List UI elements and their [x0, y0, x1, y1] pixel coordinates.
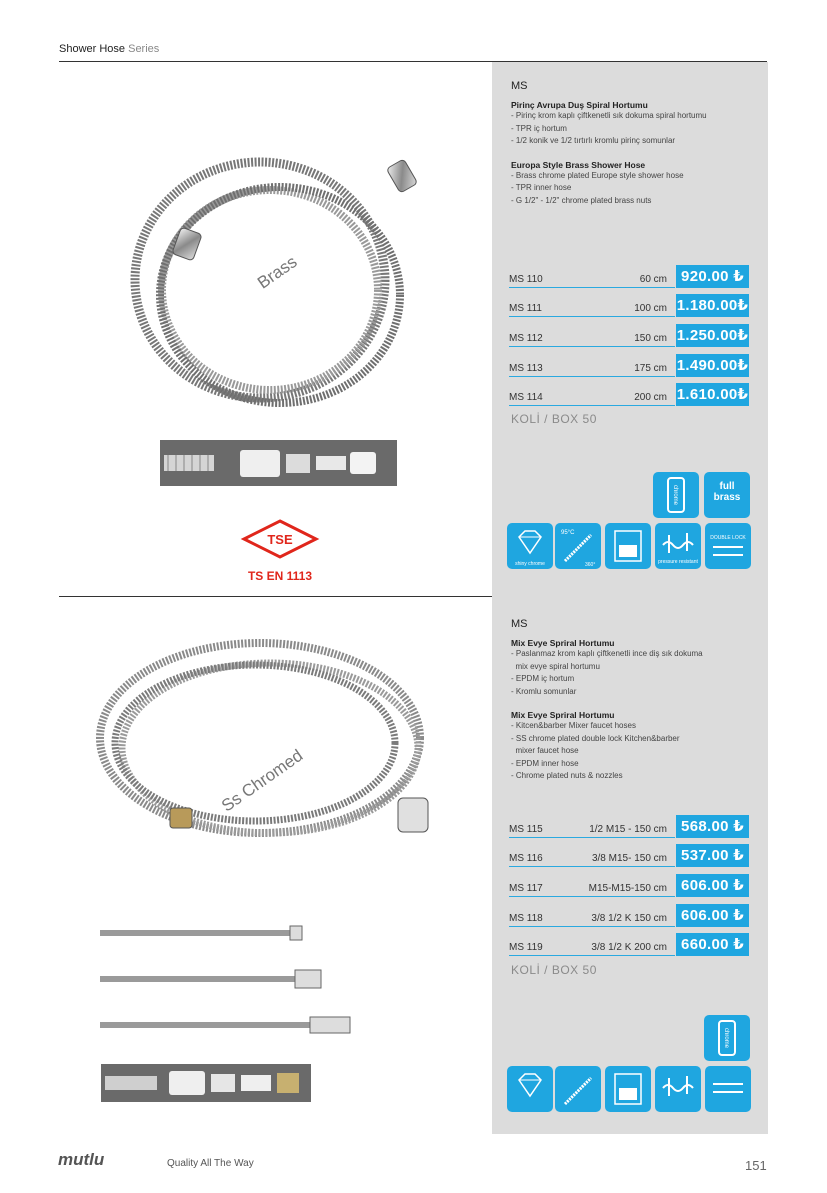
section1-en-line: - TPR inner hose [511, 183, 572, 192]
product-price: 1.250.00₺ [676, 324, 749, 347]
product-code: MS 118 [509, 912, 543, 924]
product-size: M15-M15-150 cm [588, 883, 667, 895]
full-brass-text: full brass [713, 481, 741, 503]
product-code: MS 119 [509, 942, 543, 954]
product-size: 1/2 M15 - 150 cm [589, 823, 667, 835]
product-price: 1.180.00₺ [676, 294, 749, 317]
footer-tagline: Quality All The Way [167, 1158, 254, 1169]
chrome-badge-2 [704, 1015, 750, 1061]
svg-text:TSE: TSE [267, 532, 293, 547]
product-code: MS 111 [509, 303, 542, 315]
sleeve-icon [605, 523, 651, 569]
chrome-badge-text: chrome [672, 484, 678, 506]
spin-text: 360° [585, 562, 596, 568]
table-row [509, 258, 749, 288]
section1-en-line: - Brass chrome plated Europe style shower hose [511, 170, 684, 180]
chrome-icon [704, 1015, 750, 1061]
diamond-icon [507, 1066, 553, 1104]
section2-tr-line: - Kromlu somunlar [511, 686, 577, 696]
product-size: 3/8 1/2 K 150 cm [591, 912, 667, 924]
shiny-chrome-badge-2 [507, 1066, 553, 1112]
header-title-light: Series [125, 43, 160, 55]
table-row [509, 867, 749, 897]
section2-description [511, 618, 761, 783]
product-code: MS 112 [509, 333, 543, 345]
temperature-text: 95°C [561, 530, 575, 536]
product-size: 60 cm [639, 273, 667, 285]
product-code: MS 116 [509, 853, 543, 865]
page-header [59, 43, 159, 55]
chrome-badge-2-text: chrome [723, 1027, 729, 1049]
product-code: MS 113 [509, 362, 543, 374]
section2-price-table [509, 808, 749, 956]
product-price: 606.00 ₺ [676, 874, 749, 897]
tse-logo-icon [236, 517, 324, 561]
section1-tr-line: - Pirinç krom kaplı çiftkenetli sık dokuma spiral hortumu [511, 111, 707, 120]
chrome-badge [653, 472, 699, 518]
spiral-angle-icon [555, 1066, 601, 1112]
temperature-badge [555, 523, 601, 569]
product-size: 3/8 M15- 150 cm [591, 853, 667, 865]
hose-variant-photo [100, 918, 358, 1043]
section1-description [511, 80, 761, 207]
section2-tr-line: - EPDM iç hortum [511, 674, 575, 683]
section2-code: MS [511, 618, 528, 630]
spiral-angle-icon [555, 523, 601, 569]
product-price: 920.00 ₺ [676, 265, 749, 288]
header-title-bold: Shower Hose [59, 43, 126, 55]
table-row [509, 927, 749, 957]
diamond-icon [507, 523, 553, 561]
section1-price-table [509, 258, 749, 406]
product-price: 568.00 ₺ [676, 815, 749, 838]
shiny-chrome-badge [507, 523, 553, 569]
table-row [509, 897, 749, 927]
product-code: MS 115 [509, 823, 543, 835]
section2-en-line: - Kitcen&barber Mixer faucet hoses [511, 721, 636, 730]
sleeve-icon [605, 1066, 651, 1112]
product-size: 100 cm [634, 303, 667, 315]
section1-en-line: - G 1/2" - 1/2" chrome plated brass nuts [511, 195, 652, 205]
product-code: MS 117 [509, 883, 543, 895]
chromed-parts-photo [101, 1064, 311, 1102]
brass-parts-photo [160, 440, 397, 486]
full-brass-badge [704, 472, 750, 518]
pressure-badge-2 [655, 1066, 701, 1112]
double-lock-badge [705, 523, 751, 569]
section2-en-line: - EPDM inner hose [511, 758, 579, 768]
double-lock-text: DOUBLE LOCK [710, 535, 746, 541]
pressure-arrows-icon [655, 1066, 701, 1102]
section1-en-title: Europa Style Brass Shower Hose [511, 159, 646, 170]
tse-standard: TS EN 1113 [247, 569, 313, 583]
temperature-badge-2 [555, 1066, 601, 1112]
section2-tr-line: - Paslanmaz krom kaplı çiftkenetli ince diş sık dokuma [511, 649, 703, 658]
section2-en-line: - SS chrome plated double lock Kitchen&barber [511, 733, 680, 743]
product-price: 660.00 ₺ [676, 933, 749, 956]
table-row [509, 317, 749, 347]
table-row [509, 838, 749, 868]
brand-logo: mutlu [58, 1150, 105, 1169]
double-lock-icon [705, 541, 751, 563]
section1-tr-line: - 1/2 konik ve 1/2 tırtırlı kromlu pirinç somunlar [511, 136, 676, 145]
pressure-badge [655, 523, 701, 569]
table-row [509, 347, 749, 377]
section2-en-line: - Chrome plated nuts & nozzles [511, 771, 623, 780]
section1-tr-line: - TPR iç hortum [511, 123, 567, 133]
brass-label: Brass [254, 252, 301, 293]
pressure-arrows-icon [655, 523, 701, 559]
shiny-chrome-text: shiny chrome [515, 561, 545, 567]
tse-certification [236, 517, 324, 583]
product-code: MS 114 [509, 392, 543, 404]
double-lock-icon [705, 1066, 751, 1112]
section2-tr-line: mix evye spiral hortumu [511, 661, 600, 671]
double-lock-badge-2 [705, 1066, 751, 1112]
chromed-hose-photo [70, 618, 460, 888]
pressure-text: pressure resistant [658, 559, 698, 565]
section2-box-qty: KOLİ / BOX 50 [511, 963, 597, 977]
section2-en-title: Mix Evye Spriral Hortumu [511, 710, 615, 720]
chromed-label: Ss Chromed [218, 745, 307, 816]
section2-tr-title: Mix Evye Spriral Hortumu [511, 638, 615, 648]
product-price: 1.610.00₺ [676, 383, 749, 406]
chrome-icon [653, 472, 699, 518]
product-size: 150 cm [634, 333, 667, 345]
section2-en-line: mixer faucet hose [511, 746, 579, 755]
product-size: 200 cm [634, 392, 667, 404]
page-number: 151 [745, 1158, 767, 1173]
product-price: 1.490.00₺ [676, 354, 749, 377]
table-row [509, 377, 749, 407]
product-price: 606.00 ₺ [676, 904, 749, 927]
product-code: MS 110 [509, 273, 543, 285]
product-price: 537.00 ₺ [676, 844, 749, 867]
section1-box-qty: KOLİ / BOX 50 [511, 412, 597, 426]
table-row [509, 808, 749, 838]
section1-code: MS [511, 80, 528, 92]
table-row [509, 288, 749, 318]
hose-sleeve-badge [605, 523, 651, 569]
product-size: 3/8 1/2 K 200 cm [591, 942, 667, 954]
hose-sleeve-badge-2 [605, 1066, 651, 1112]
section1-tr-title: Pirinç Avrupa Duş Spiral Hortumu [511, 100, 648, 110]
product-size: 175 cm [634, 362, 667, 374]
